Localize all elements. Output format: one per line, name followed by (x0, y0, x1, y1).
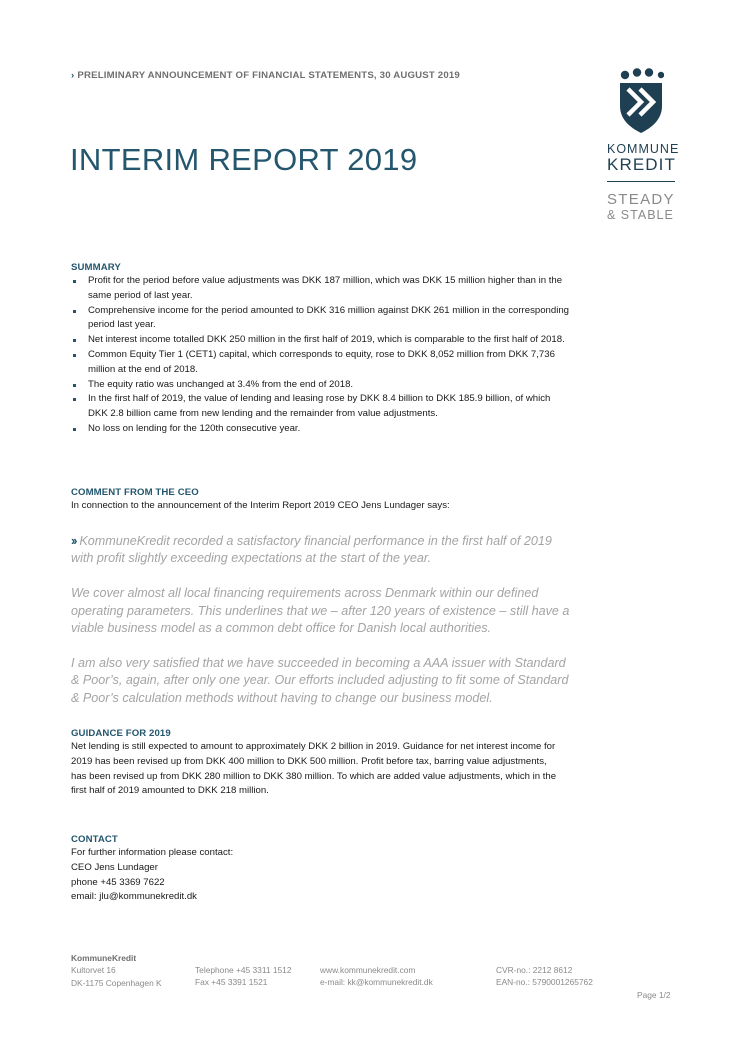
contact-phone: phone +45 3369 7622 (71, 876, 165, 888)
footer-email-link[interactable]: e-mail: kk@kommunekredit.dk (320, 977, 433, 988)
footer-web-block (320, 964, 433, 989)
logo-divider (607, 181, 675, 182)
footer-street: Kultorvet 16 (71, 965, 116, 976)
footer-website-link[interactable]: www.kommunekredit.com (320, 965, 416, 975)
list-item-text: The equity ratio was unchanged at 3.4% from the end of 2018. (88, 378, 354, 390)
tagline-steady: STEADY (607, 191, 675, 208)
kommunekredit-logo (596, 68, 680, 222)
ceo-section (71, 487, 571, 708)
footer-ean: EAN-no.: 5790001265762 (496, 977, 593, 988)
footer-city: DK-1175 Copenhagen K (71, 977, 162, 988)
summary-list (71, 274, 571, 437)
footer-registration-block (496, 964, 593, 989)
quote-text: KommuneKredit recorded a satisfactory financial performance in the first half of 2019 with profit slightly exceeding expectations at the start of the year. (71, 533, 552, 566)
ceo-quote-2: We cover almost all local financing requirements across Denmark within our defined operating parameters. This underlines that we – after 120 years of existence – still have a viable business model as a common debt office for Danish local authorities. (71, 585, 570, 636)
chevron-right-icon: › (71, 70, 75, 81)
footer-address (71, 952, 162, 989)
footer-phone-block (195, 964, 291, 989)
list-item (71, 348, 571, 378)
bullet-icon (73, 398, 76, 401)
contact-heading: CONTACT (71, 834, 118, 845)
contact-section (71, 834, 471, 905)
list-item (71, 378, 571, 393)
kicker-text: PRELIMINARY ANNOUNCEMENT OF FINANCIAL STATEMENTS, 30 AUGUST 2019 (77, 70, 460, 81)
list-item (71, 422, 571, 437)
list-item-text: Net interest income totalled DKK 250 million in the first half of 2019, which is comparable to the first half of 2018. (88, 334, 565, 346)
summary-section (71, 262, 571, 437)
logo-line-kredit: KREDIT (607, 155, 676, 174)
list-item-text: Profit for the period before value adjustments was DKK 187 million, which was DKK 15 million higher than in the same period of last year. (88, 275, 563, 301)
guidance-section (71, 728, 561, 799)
tagline-stable: & STABLE (607, 208, 674, 222)
footer-company: KommuneKredit (71, 953, 137, 963)
list-item (71, 274, 571, 304)
bullet-icon (73, 384, 76, 387)
page-title: INTERIM REPORT 2019 (70, 142, 418, 177)
contact-name: CEO Jens Lundager (71, 861, 158, 873)
ceo-quote-3: I am also very satisfied that we have succeeded in becoming a AAA issuer with Standard & Poor’s, again, after only one year. Our efforts included adjusting to fit some of Standard & Poor’s calculation methods without having to change our business model. (71, 655, 569, 705)
summary-heading: SUMMARY (71, 262, 121, 273)
list-item-text: No loss on lending for the 120th consecutive year. (88, 422, 301, 434)
page-number: Page 1/2 (637, 990, 671, 1000)
ceo-quote-1 (71, 533, 571, 568)
bullet-icon (73, 339, 76, 342)
list-item-text: Common Equity Tier 1 (CET1) capital, which corresponds to equity, rose to DKK 8,052 million from DKK 7,736 million at the end of 2018. (88, 348, 555, 375)
footer-telephone: Telephone +45 3311 1512 (195, 965, 292, 975)
list-item-text: Comprehensive income for the period amounted to DKK 316 million against DKK 261 million in the corresponding period last year. (88, 304, 570, 331)
bullet-icon (73, 310, 76, 313)
quote-chevron-icon: ›› (71, 533, 76, 548)
bullet-icon (73, 354, 76, 357)
announcement-kicker (71, 70, 460, 81)
logo-line-kommune: KOMMUNE (607, 142, 680, 156)
ceo-heading: COMMENT FROM THE CEO (71, 487, 199, 498)
list-item (71, 333, 571, 348)
contact-email[interactable]: email: jlu@kommunekredit.dk (71, 891, 197, 903)
bullet-icon (73, 428, 76, 431)
guidance-heading: GUIDANCE FOR 2019 (71, 728, 171, 739)
list-item (71, 392, 571, 422)
list-item-text: In the first half of 2019, the value of lending and leasing rose by DKK 8.4 billion to DKK 185.9 billion, of which DKK 2.8 billion came from new lending and the remainder from value adjustments. (88, 393, 551, 420)
contact-intro: For further information please contact: (71, 847, 234, 858)
footer-fax: Fax +45 3391 1521 (195, 977, 268, 988)
footer-cvr: CVR-no.: 2212 8612 (496, 965, 573, 975)
guidance-text: Net lending is still expected to amount to approximately DKK 2 billion in 2019. Guidance for net interest income for 2019 has been revised up from DKK 400 million to DKK 500 million. Profit before tax, barring value adjustments, has been revised up from DKK 280 million to DKK 380 million. To which are added value adjustments, which in the first half of 2019 amounted to DKK 218 million. (71, 741, 557, 797)
ceo-intro: In connection to the announcement of the Interim Report 2019 CEO Jens Lundager says: (71, 500, 450, 511)
list-item (71, 304, 571, 334)
bullet-icon (73, 280, 76, 283)
logo-mark-icon (618, 68, 664, 134)
